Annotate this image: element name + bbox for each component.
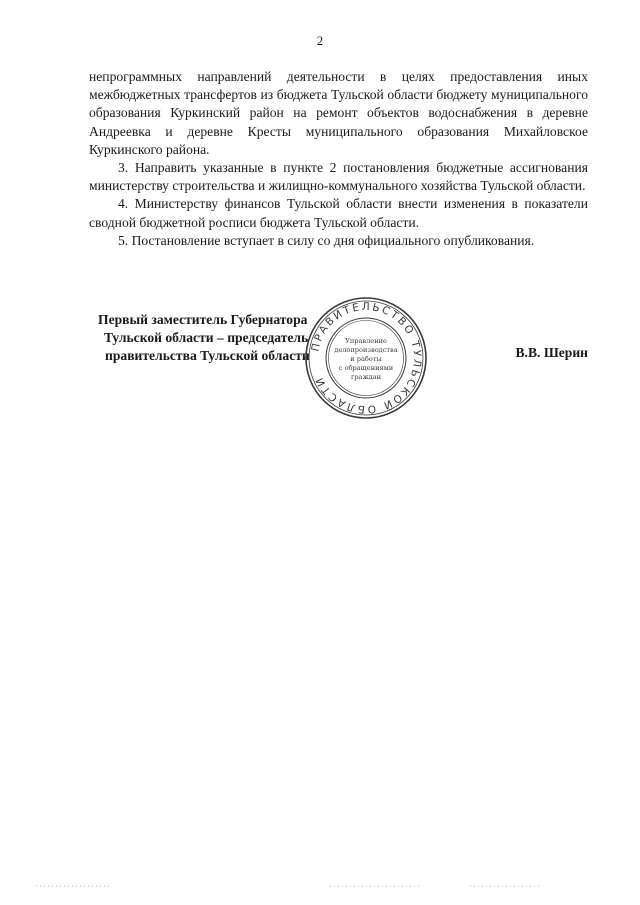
stamp-outer-text: ПРАВИТЕЛЬСТВО ТУЛЬСКОЙ ОБЛАСТИ xyxy=(309,300,424,416)
paragraph-continuation: непрограммных направлений деятельности в целях предоставления иных межбюджетных трансфертов из бюджета Тульской области бюджету муниципального образования Куркинский район на ремонт объектов водоснабжения в деревне Андреевка и деревне Кресты муниципального образования Михайловское Куркинского района. xyxy=(89,69,588,157)
signatory-name: В.В. Шерин xyxy=(515,345,588,360)
signatory-title-line: Тульской области – председатель xyxy=(104,330,309,345)
stamp-inner-text: и работы xyxy=(350,355,382,363)
stamp-inner-text: Управление xyxy=(345,337,387,345)
paragraph-item-4: 4. Министерству финансов Тульской области внести изменения в показатели сводной бюджетной росписи бюджета Тульской области. xyxy=(89,196,588,230)
page-number: 2 xyxy=(316,33,324,48)
official-stamp xyxy=(303,295,429,421)
document-body xyxy=(89,68,588,250)
signatory-title xyxy=(98,311,310,365)
stamp-inner-text: делопроизводства xyxy=(334,346,398,354)
stamp-inner-text: с обращениями xyxy=(338,364,394,372)
signatory-title-line: правительства Тульской области xyxy=(105,348,310,363)
stamp-inner-text: граждан xyxy=(350,373,382,381)
scan-artifacts xyxy=(0,880,640,892)
signatory-title-line: Первый заместитель Губернатора xyxy=(98,312,308,327)
paragraph-item-5: 5. Постановление вступает в силу со дня официального опубликования. xyxy=(118,232,535,248)
paragraph-item-3: 3. Направить указанные в пункте 2 постановления бюджетные ассигнования министерству строительства и жилищно-коммунального хозяйства Тульской области. xyxy=(89,160,588,194)
